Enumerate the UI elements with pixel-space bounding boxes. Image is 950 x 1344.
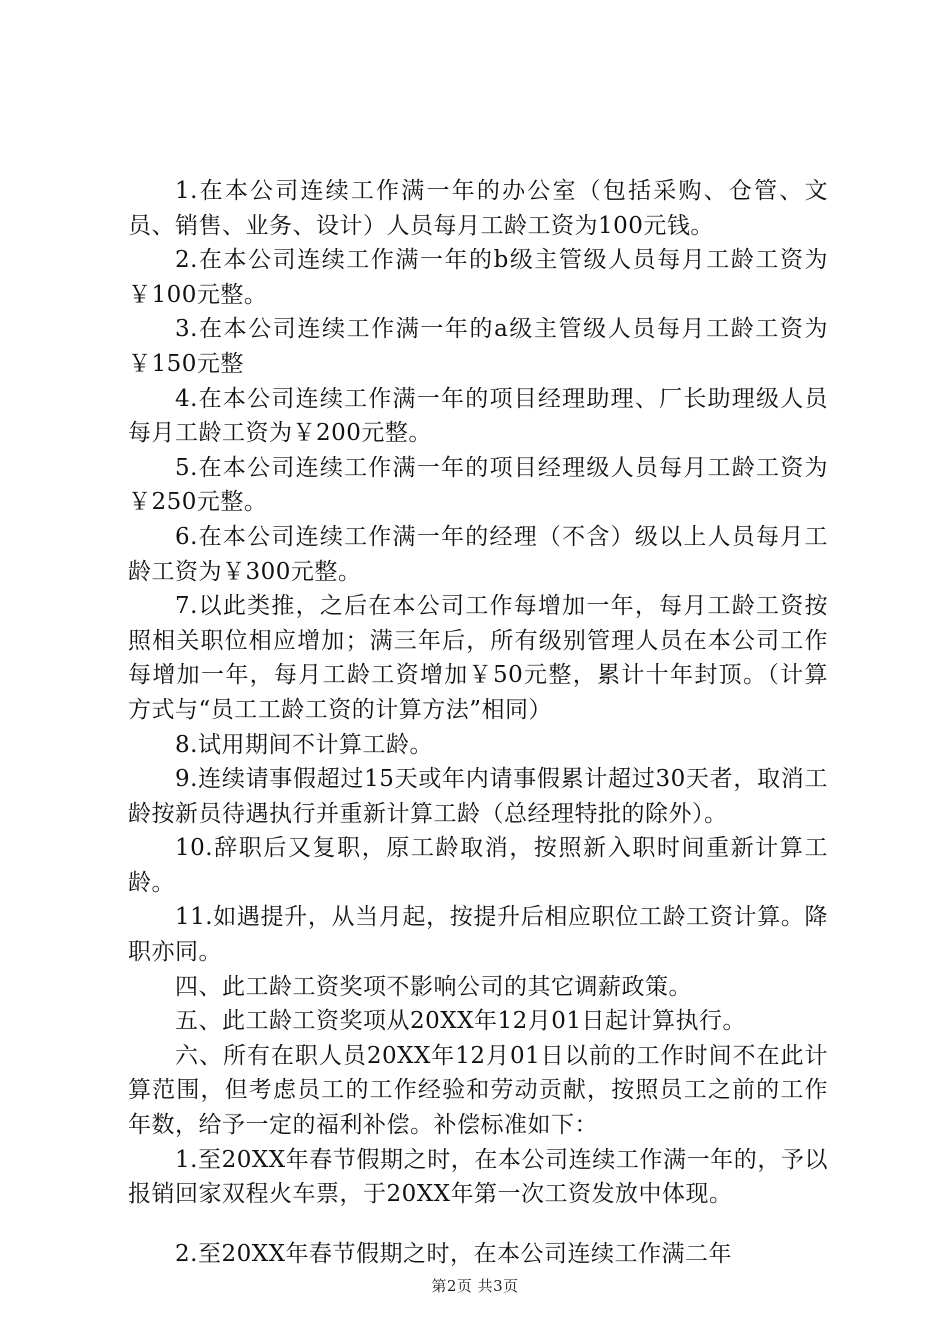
paragraph-item-1: 1.在本公司连续工作满一年的办公室（包括采购、仓管、文员、销售、业务、设计）人员每月工龄工资为100元钱。 [128, 178, 828, 239]
compensation-item-1: 1.至20XX年春节假期之时，在本公司连续工作满一年的，予以报销回家双程火车票，于20XX年第一次工资发放中体现。 [128, 1146, 828, 1208]
paragraph-item-9: 9.连续请事假超过15天或年内请事假累计超过30天者，取消工龄按新员待遇执行并重新计算工龄（总经理特批的除外）。 [128, 766, 828, 827]
paragraph-item-8: 8.试用期间不计算工龄。 [175, 731, 433, 758]
page-number-label: 第2页 共3页 [431, 1277, 519, 1295]
section-six-paragraph: 六、所有在职人员20XX年12月01日以前的工作时间不在此计算范围，但考虑员工的工作经验和劳动贡献，按照员工之前的工作年数，给予一定的福利补偿。补偿标准如下： [128, 1042, 828, 1139]
paragraph-item-6: 6.在本公司连续工作满一年的经理（不含）级以上人员每月工龄工资为￥300元整。 [128, 523, 828, 585]
paragraph-item-7: 7.以此类推，之后在本公司工作每增加一年，每月工龄工资按照相关职位相应增加；满三年后，所有级别管理人员在本公司工作每增加一年，每月工龄工资增加￥50元整，累计十年封顶。（计算方式与“员工工龄工资的计算方法”相同） [128, 593, 828, 723]
section-four-paragraph: 四、此工龄工资奖项不影响公司的其它调薪政策。 [175, 973, 692, 1000]
paragraph-item-10: 10.辞职后又复职，原工龄取消，按照新入职时间重新计算工龄。 [128, 835, 828, 896]
compensation-item-2: 2.至20XX年春节假期之时，在本公司连续工作满二年 [175, 1240, 732, 1267]
section-five-paragraph: 五、此工龄工资奖项从20XX年12月01日起计算执行。 [175, 1008, 747, 1035]
page-footer [0, 1276, 950, 1296]
paragraph-item-3: 3.在本公司连续工作满一年的a级主管级人员每月工龄工资为￥150元整 [128, 316, 828, 377]
paragraph-item-4: 4.在本公司连续工作满一年的项目经理助理、厂长助理级人员每月工龄工资为￥200元整。 [128, 385, 828, 447]
paragraph-item-2: 2.在本公司连续工作满一年的b级主管级人员每月工龄工资为￥100元整。 [128, 247, 828, 308]
document-body [128, 174, 828, 1271]
paragraph-item-11: 11.如遇提升，从当月起，按提升后相应职位工龄工资计算。降职亦同。 [128, 904, 828, 966]
paragraph-item-5: 5.在本公司连续工作满一年的项目经理级人员每月工龄工资为￥250元整。 [128, 454, 828, 516]
